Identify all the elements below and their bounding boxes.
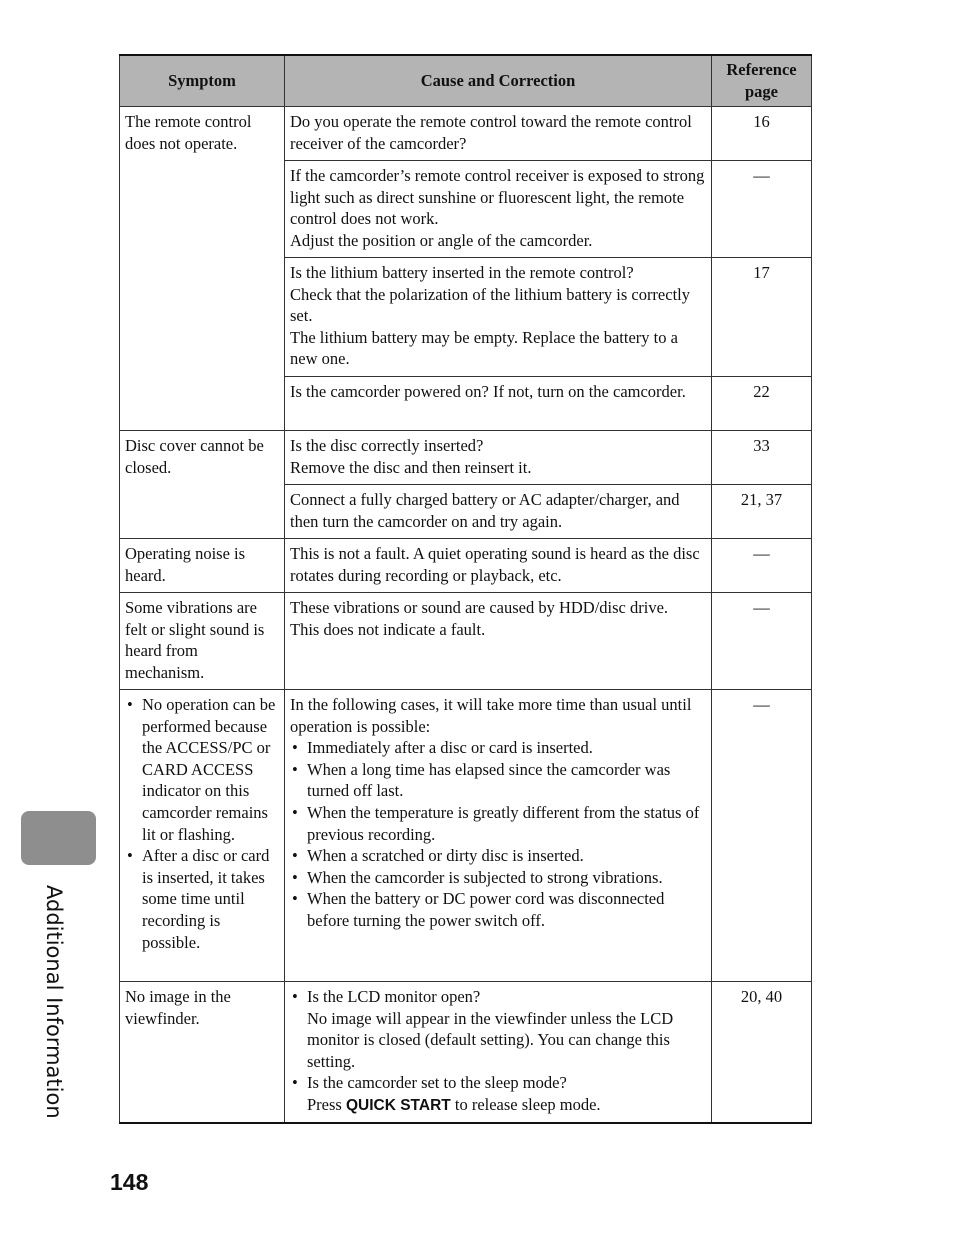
page-number: 148 (110, 1169, 149, 1195)
header-symptom: Symptom (120, 55, 285, 107)
reference-cell: — (712, 539, 812, 593)
release-text: to release sleep mode. (454, 1094, 601, 1114)
header-reference-line1: Reference (726, 60, 797, 79)
list-item: • When the temperature is greatly different from the status of previous recording. (290, 802, 706, 845)
symptom-cell (120, 690, 285, 982)
cause-intro: In the following cases, it will take more time than usual until operation is possible: (290, 695, 692, 736)
list-item: • When a long time has elapsed since the camcorder was turned off last. (290, 759, 706, 802)
cause-text: Is the disc correctly inserted? (290, 436, 484, 455)
table-row (120, 593, 812, 690)
cause-text: Check that the polarization of the lithium battery is correctly set. (290, 284, 690, 326)
cause-text: Remove the disc and then reinsert it. (290, 457, 532, 477)
symptom-cell: The remote control does not operate. (120, 107, 285, 431)
cause-cell: Do you operate the remote control toward the remote control receiver of the camcorder? (285, 107, 712, 161)
table-row (120, 690, 812, 982)
section-tab-marker (21, 811, 96, 865)
list-item: • No operation can be performed because the ACCESS/PC or CARD ACCESS indicator on this camcorder remains lit or flashing. (125, 694, 279, 845)
quick-start-button-label: QUICK START (345, 1096, 451, 1114)
symptom-cell: No image in the viewfinder. (120, 982, 285, 1123)
reference-cell: 22 (712, 377, 812, 431)
reference-cell: 17 (712, 258, 812, 377)
list-item: • After a disc or card is inserted, it takes some time until recording is possible. (125, 845, 279, 953)
cause-cell (285, 690, 712, 982)
header-reference-line2: page (745, 82, 778, 101)
table-header-row (120, 55, 812, 107)
table-row (120, 431, 812, 485)
list-item: • When the battery or DC power cord was disconnected before turning the power switch off. (290, 888, 706, 931)
table-row (120, 982, 812, 1123)
cause-text: If the camcorder’s remote control receiver is exposed to strong light such as direct sunshine or fluorescent light, the remote control does not work. (290, 166, 705, 229)
cause-cell: Is the camcorder powered on? If not, turn on the camcorder. (285, 377, 712, 431)
symptom-cell: Operating noise is heard. (120, 539, 285, 593)
cause-cell: This is not a fault. A quiet operating sound is heard as the disc rotates during recording or playback, etc. (285, 539, 712, 593)
list-item (290, 1072, 706, 1116)
cause-cell (285, 593, 712, 690)
table-row (120, 539, 812, 593)
troubleshooting-table (119, 54, 812, 1124)
cause-list (290, 986, 706, 1117)
reference-cell: 33 (712, 431, 812, 485)
cause-cell (285, 431, 712, 485)
cause-list (290, 737, 706, 931)
cause-cell (285, 161, 712, 258)
list-item: • When a scratched or dirty disc is inserted. (290, 845, 706, 867)
cause-text: Is the lithium battery inserted in the remote control? (290, 263, 634, 282)
cause-text: The lithium battery may be empty. Replace the battery to a new one. (290, 327, 678, 369)
reference-cell: — (712, 690, 812, 982)
reference-cell: 20, 40 (712, 982, 812, 1123)
table-row (120, 107, 812, 161)
reference-cell: — (712, 161, 812, 258)
reference-cell: 16 (712, 107, 812, 161)
cause-text: These vibrations or sound are caused by HDD/disc drive. (290, 598, 669, 617)
list-item: • Immediately after a disc or card is inserted. (290, 737, 706, 759)
cause-cell (285, 982, 712, 1123)
symptom-cell: Disc cover cannot be closed. (120, 431, 285, 539)
cause-text: This does not indicate a fault. (290, 619, 486, 639)
reference-cell: — (712, 593, 812, 690)
list-item (290, 986, 706, 1072)
cause-question: • Is the LCD monitor open? (307, 987, 481, 1006)
list-item: • When the camcorder is subjected to strong vibrations. (290, 867, 706, 889)
header-cause-correction: Cause and Correction (285, 55, 712, 107)
reference-cell: 21, 37 (712, 485, 812, 539)
cause-answer: No image will appear in the viewfinder unless the LCD monitor is closed (default setting). You can change this setting. (307, 1008, 674, 1071)
cause-cell (285, 258, 712, 377)
cause-text: Adjust the position or angle of the camcorder. (290, 230, 593, 250)
symptom-list (125, 694, 279, 953)
cause-question: • Is the camcorder set to the sleep mode? (307, 1073, 567, 1093)
symptom-cell: Some vibrations are felt or slight sound is heard from mechanism. (120, 593, 285, 690)
cause-answer (307, 1094, 706, 1117)
header-reference-page (712, 55, 812, 107)
cause-cell: Connect a fully charged battery or AC adapter/charger, and then turn the camcorder on and try again. (285, 485, 712, 539)
section-label: Additional Information (42, 885, 66, 1119)
press-text: Press (307, 1094, 342, 1114)
